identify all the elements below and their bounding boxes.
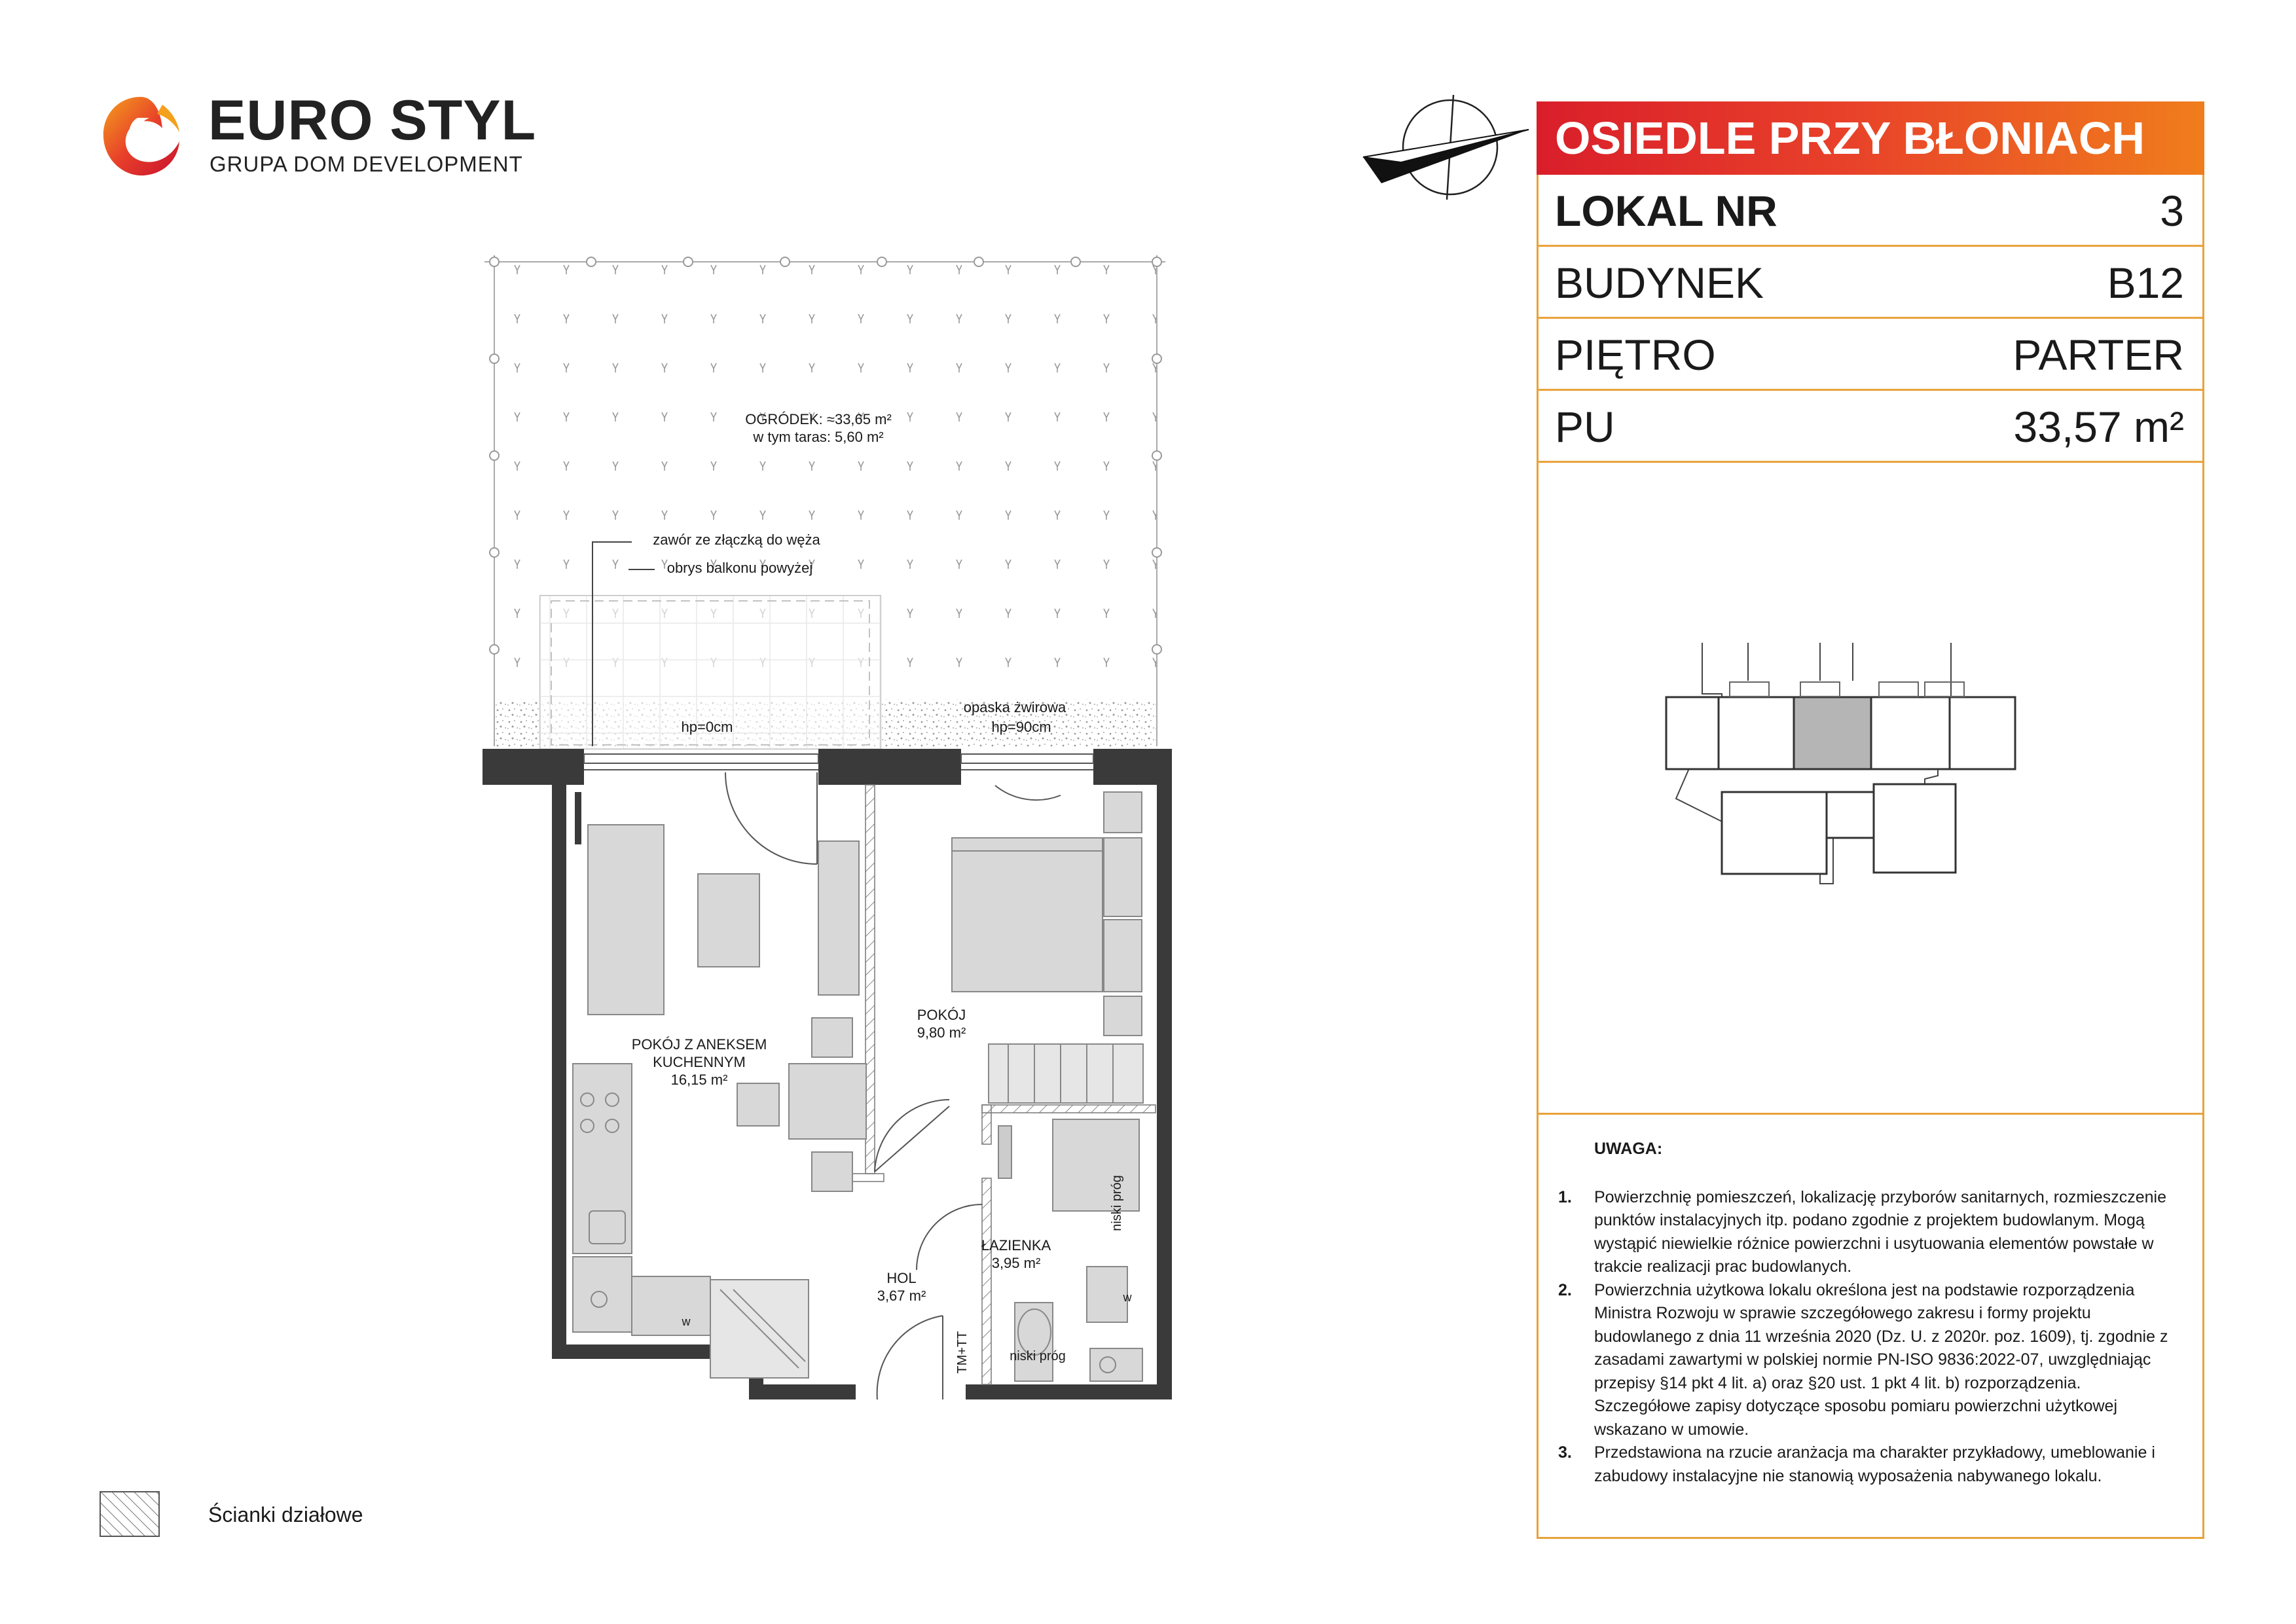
floor-row [1539, 319, 2202, 391]
valve-note: zawór ze złączką do węża [653, 532, 820, 548]
usable-area-value: 33,57 m² [2013, 403, 2184, 451]
note-text: Powierzchnię pomieszczeń, lokalizację przyborów sanitarnych, rozmieszczenie punktów instalacyjnych itp. podano zgodnie z projektem budowlanym. Mogą wystąpić niewielkie różnice powierzchni i usytuowania elementów powstałe w trakcie realizacji prac budowlanych. [1594, 1187, 2166, 1276]
note-number: 2. [1558, 1280, 1572, 1299]
room-living-name-2: KUCHENNYM [653, 1054, 746, 1070]
room-living-area: 16,15 m² [670, 1072, 728, 1088]
garden-area [484, 255, 1165, 749]
building-value: B12 [2107, 259, 2184, 307]
w-mark-2: w [1123, 1291, 1132, 1304]
room-bathroom-area: 3,95 m² [991, 1255, 1041, 1271]
notes-divider [1539, 1113, 2202, 1115]
unit-number-value: 3 [2160, 187, 2184, 235]
room-hall-area: 3,67 m² [877, 1288, 926, 1304]
note-number: 3. [1558, 1443, 1572, 1462]
balcony-outline-note: obrys balkonu powyżej [666, 560, 813, 576]
usable-area-label: PU [1555, 403, 1615, 451]
low-sill-note-1: niski próg [1010, 1349, 1066, 1363]
furniture [573, 792, 1143, 1381]
room-bedroom-name: POKÓJ [917, 1007, 966, 1023]
unit-number-label: LOKAL NR [1555, 187, 1777, 235]
hatched-partition-legend-icon [100, 1491, 160, 1537]
hp0-note: hp=0cm [681, 719, 733, 735]
garden-area-label: OGRÓDEK: ≈33,65 m² [745, 411, 892, 427]
notes-section [1558, 1138, 2180, 1488]
note-item [1558, 1279, 2180, 1442]
gravel-strip-note: opaska żwirowa [963, 699, 1066, 715]
note-number: 1. [1558, 1187, 1572, 1206]
room-bedroom-area: 9,80 m² [917, 1024, 966, 1041]
room-living-name-1: POKÓJ Z ANEKSEM [631, 1036, 767, 1053]
estate-title: OSIEDLE PRZY BŁONIACH [1537, 101, 2204, 175]
building-label: BUDYNEK [1555, 259, 1764, 307]
note-item [1558, 1441, 2180, 1488]
tm-tt-note: TM+TT [955, 1331, 970, 1374]
unit-number-row [1539, 175, 2202, 247]
note-text: Przedstawiona na rzucie aranżacja ma charakter przykładowy, umeblowanie i zabudowy instalacyjne nie stanowią wyposażenia nabywanego lokalu. [1594, 1443, 2155, 1485]
floor-label: PIĘTRO [1555, 331, 1716, 379]
notes-heading: UWAGA: [1594, 1140, 1663, 1158]
room-bathroom-name: ŁAZIENKA [981, 1237, 1051, 1254]
brand-name: EURO STYL [208, 89, 537, 152]
terrace-area-label: w tym taras: 5,60 m² [753, 429, 884, 445]
hp90-note: hp=90cm [991, 719, 1051, 735]
w-mark-1: w [682, 1315, 691, 1328]
building-row [1539, 247, 2202, 319]
brand-subtitle: GRUPA DOM DEVELOPMENT [210, 152, 523, 176]
usable-area-row [1539, 391, 2202, 463]
room-hall-name: HOL [886, 1270, 917, 1286]
note-item [1558, 1186, 2180, 1279]
legend-label: Ścianki działowe [208, 1503, 363, 1526]
floor-value: PARTER [2013, 331, 2184, 379]
low-sill-note-2: niski próg [1110, 1175, 1124, 1231]
note-text: Powierzchnia użytkowa lokalu określona jest na podstawie rozporządzenia Ministra Rozwoju w sprawie szczegółowego zakresu i formy projektu budowlanego z dnia 11 września 2020 (Dz. U. z 2020r. poz. 1609), tj. zgodnie z zasadami zawartymi w polskiej normie PN-ISO 9836:2022-07, uwzględniając przepisy §14 pkt 4 lit. a) oraz §20 ust. 1 pkt 4 lit. b) rozporządzenia. Szczegółowe zapisy dotyczące sposobu pomiaru powierzchni użytkowej wskazano w umowie. [1594, 1280, 2168, 1439]
